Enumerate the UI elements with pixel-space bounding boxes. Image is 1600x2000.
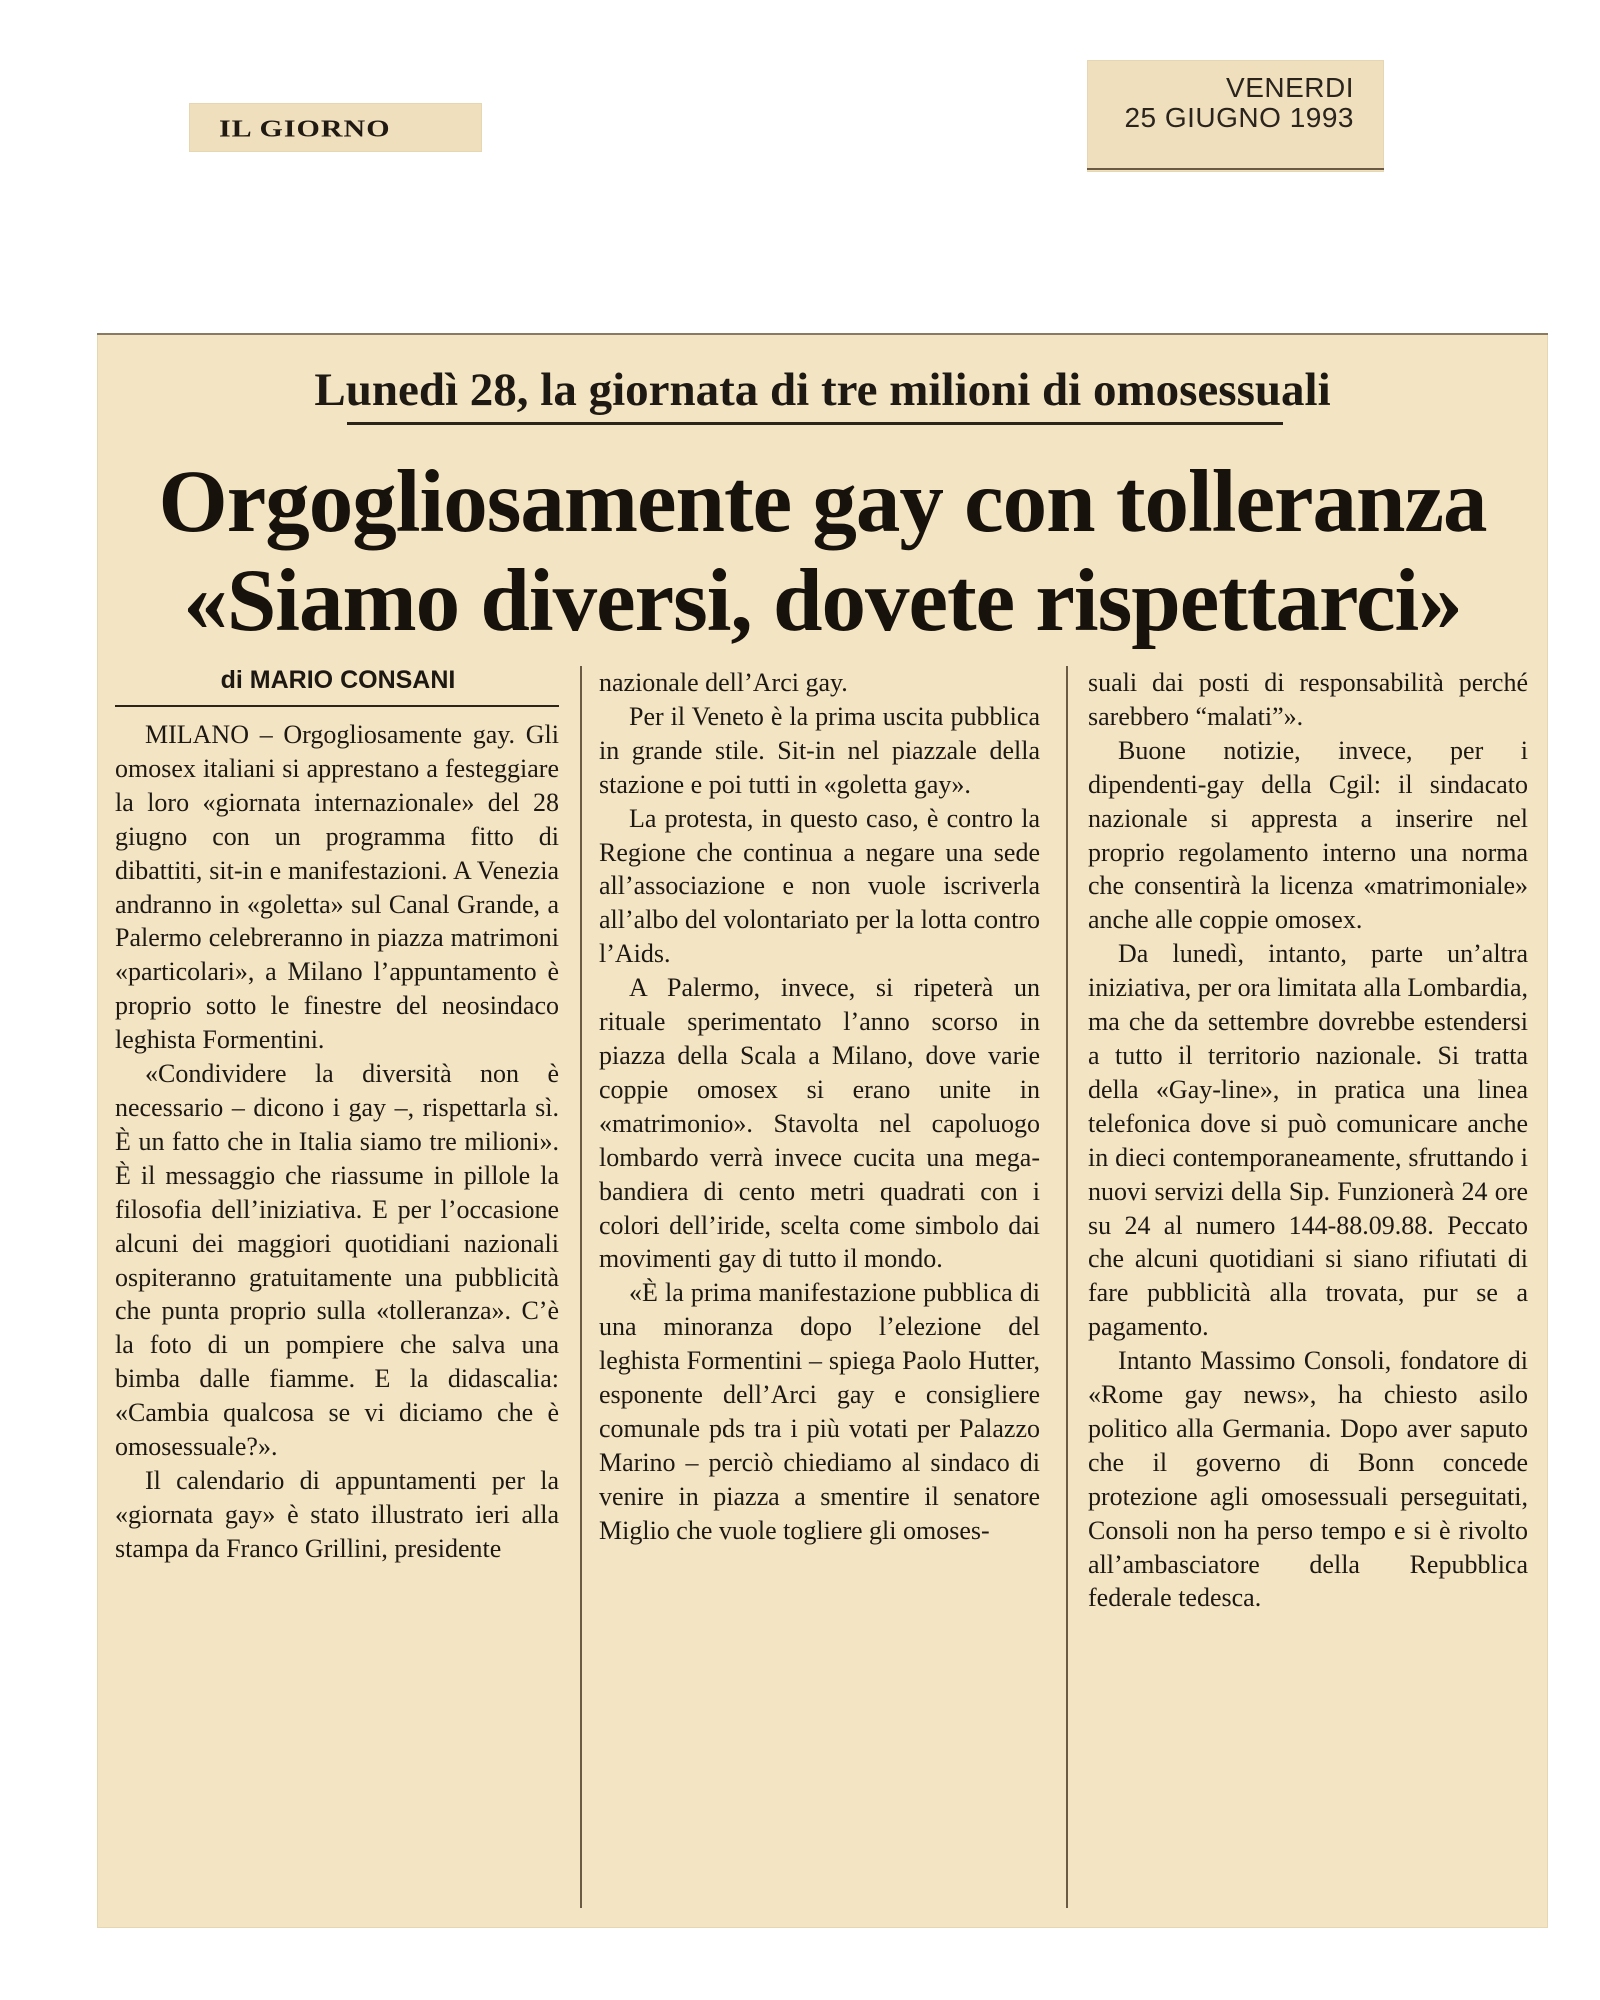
paragraph: Intanto Massimo Consoli, fondatore di «Rome gay news», ha chiesto asilo politico alla Germania. Dopo aver saputo che il governo di Bonn concede protezione agli omosessuali perseguitati, Consoli non ha perso tempo e si è rivolto all’ambasciatore della Repubblica federale tedesca. <box>1088 1346 1528 1613</box>
date-clipping <box>1087 60 1384 172</box>
column-divider <box>580 666 582 1908</box>
headline-line-2: «Siamo diversi, dovete rispettarci» <box>183 552 1462 650</box>
paragraph: A Palermo, invece, si ripeterà un rituale sperimentato l’anno scorso in piazza della Scala a Milano, dove varie coppie omosex si erano unite in «matrimonio». Stavolta nel capoluogo lombardo verrà invece cucita una mega-bandiera di cento metri quadrati con i colori dell’iride, scelta come simbolo dai movimenti gay di tutto il mondo. <box>599 973 1040 1274</box>
paragraph: Il calendario di appuntamenti per la «giornata gay» è stato illustrato ieri alla stampa da Franco Grillini, presidente <box>115 1465 559 1563</box>
byline: di MARIO CONSANI <box>220 666 456 694</box>
article-column-2 <box>599 666 1040 1548</box>
paragraph: «Condividere la diversità non è necessario – dicono i gay –, rispettarla sì. È un fatto che in Italia siamo tre milioni». È il messaggio che riassume in pillole la filosofia dell’iniziativa. E per l’occasione alcuni dei maggiori quotidiani nazionali ospiteranno gratuitamente una pubblicità che punta proprio sulla «tolleranza». C’è la foto di un pompiere che salva una bimba dalle fiamme. E la didascalia: «Cambia qualcosa se vi diciamo che è omosessuale?». <box>115 1059 559 1462</box>
article-kicker: Lunedì 28, la giornata di tre milioni di omosessuali <box>314 364 1331 416</box>
column-divider <box>1066 666 1068 1908</box>
paragraph: nazionale dell’Arci gay. <box>599 668 848 697</box>
date-full: 25 GIUGNO 1993 <box>1124 102 1354 133</box>
newspaper-name: IL GIORNO <box>219 115 391 143</box>
paragraph: «È la prima manifestazione pubblica di una minoranza dopo l’elezione del leghista Formentini – spiega Paolo Hutter, esponente dell’Arci gay e consigliere comunale pds tra i più votati per Palazzo Marino – perciò chiediamo al sindaco di venire in piazza a smentire il senatore Miglio che vuole togliere gli omoses- <box>599 1278 1040 1545</box>
paragraph: Buone notizie, invece, per i dipendenti-gay della Cgil: il sindacato nazionale si appresta a inserire nel proprio regolamento interno una norma che consentirà la licenza «matrimoniale» anche alle coppie omosex. <box>1088 735 1528 935</box>
paragraph: suali dai posti di responsabilità perché sarebbero “malati”». <box>1088 668 1528 731</box>
headline-line-1: Orgogliosamente gay con tolleranza <box>158 453 1487 551</box>
paragraph: La protesta, in questo caso, è contro la Regione che continua a negare una sede all’associazione e non vuole iscriverla all’albo del volontariato per la lotta contro l’Aids. <box>599 803 1040 969</box>
paragraph: Per il Veneto è la prima uscita pubblica in grande stile. Sit-in nel piazzale della stazione e poi tutti in «goletta gay». <box>599 701 1040 799</box>
paragraph: Da lunedì, intanto, parte un’altra iniziativa, per ora limitata alla Lombardia, ma che da settembre dovrebbe estendersi a tutto il territorio nazionale. Si tratta della «Gay-line», in pratica una linea telefonica dove si può comunicare anche in dieci contemporaneamente, sfruttando i nuovi servizi della Sip. Funzionerà 24 ore su 24 al numero 144-88.09.88. Peccato che alcuni quotidiani si siano rifiutati di fare pubblicità alla trovata, pur se a pagamento. <box>1088 939 1528 1342</box>
date-rule <box>1087 168 1384 170</box>
article-clipping <box>97 333 1548 1928</box>
paragraph: MILANO – Orgogliosamente gay. Gli omosex italiani si apprestano a festeggiare la loro «giornata internazionale» del 28 giugno con un programma fitto di dibattiti, sit-in e manifestazioni. A Venezia andranno in «goletta» sul Canal Grande, a Palermo celebreranno in piazza matrimoni «particolari», a Milano l’appuntamento è proprio sotto le finestre del neosindaco leghista Formentini. <box>115 720 559 1055</box>
masthead-clipping <box>189 103 482 152</box>
article-top-rule <box>97 333 1548 335</box>
article-column-3 <box>1088 666 1528 1615</box>
article-column-1 <box>115 718 559 1566</box>
byline-rule <box>115 705 559 707</box>
kicker-underline <box>347 422 1283 425</box>
date-weekday: VENERDI <box>1226 72 1354 103</box>
